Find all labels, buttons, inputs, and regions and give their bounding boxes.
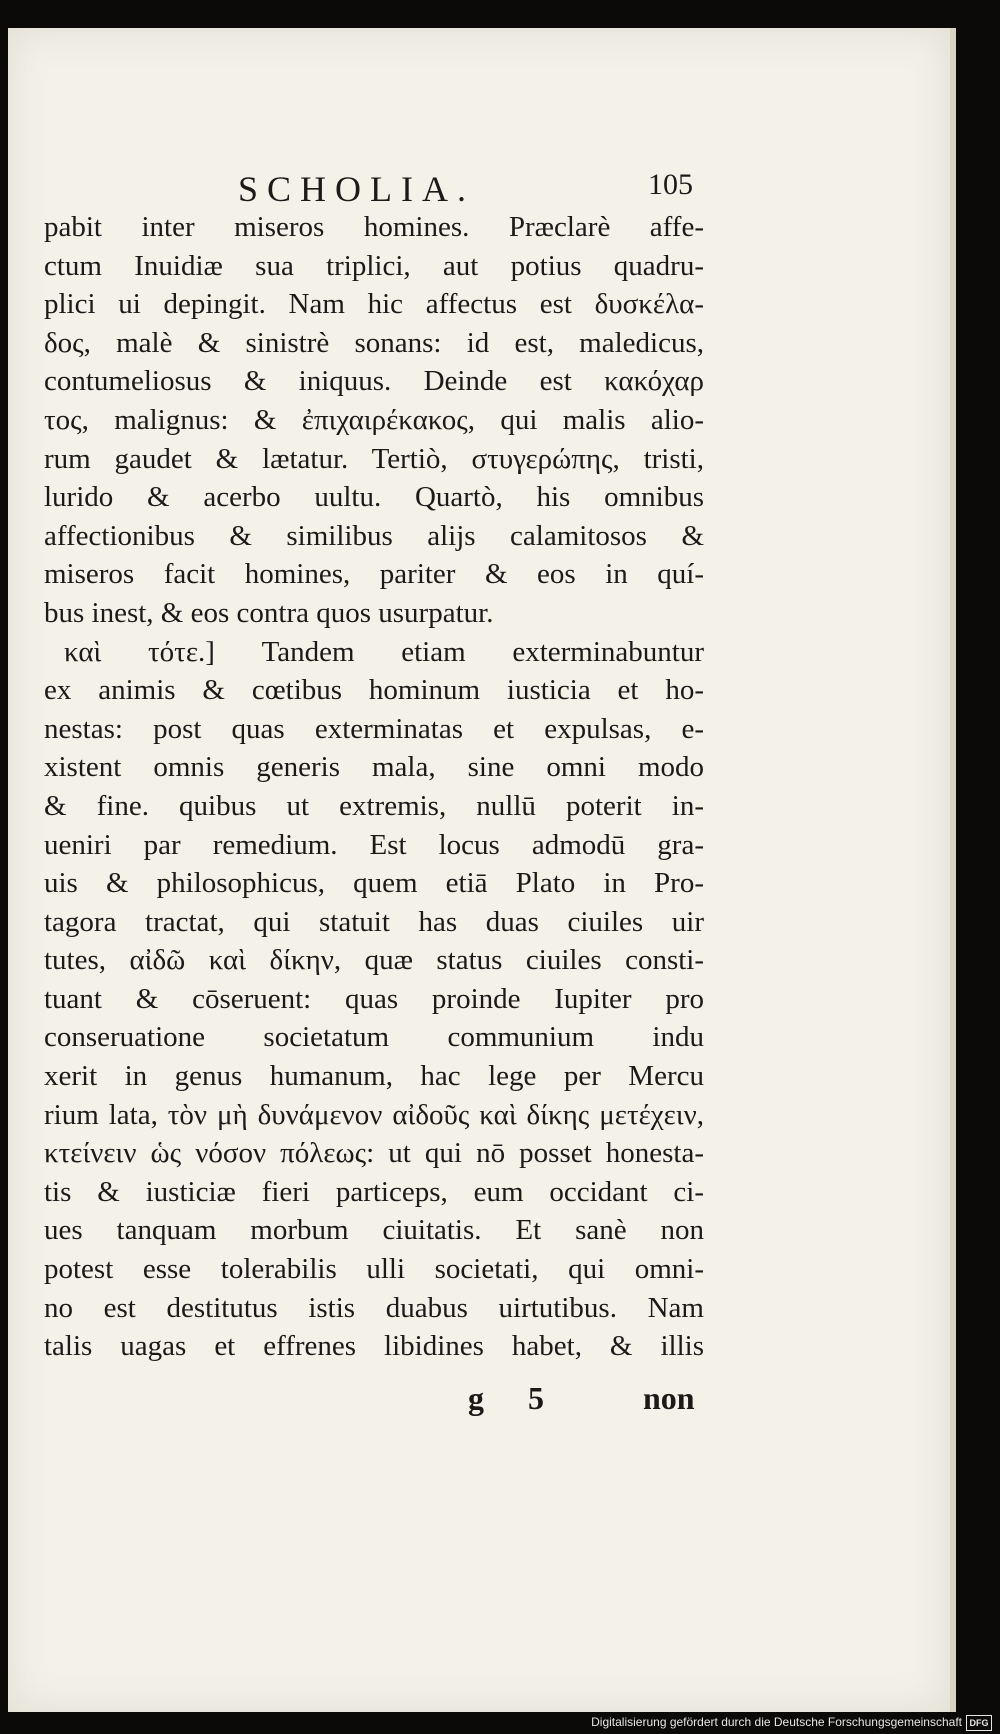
text-line: bus inest, & eos contra quos usurpatur.: [44, 596, 494, 629]
text-line: ueniri par remedium. Est locus admodū gra-: [44, 828, 704, 861]
text-line: & fine. quibus ut extremis, nullū poterit in-: [44, 789, 704, 822]
text-line: nestas: post quas exterminatas et expulsas, e-: [44, 712, 704, 745]
text-line: pabit inter miseros homines. Præclarè affe-: [44, 211, 704, 243]
book-page: [8, 28, 950, 1712]
text-line: tis & iusticiæ fieri particeps, eum occidant ci-: [44, 1175, 704, 1208]
text-line: τος, malignus: & ἐπιχαιρέκακος, qui malis alio-: [44, 403, 704, 436]
text-line: miseros facit homines, pariter & eos in quí-: [44, 558, 704, 591]
body-text: [44, 208, 704, 1366]
text-line: affectionibus & similibus alijs calamitosos &: [44, 519, 704, 552]
text-line: xistent omnis generis mala, sine omni modo: [44, 751, 704, 784]
signature-mark: g: [468, 1380, 484, 1416]
signature-number: 5: [528, 1380, 544, 1416]
text-line: xerit in genus humanum, hac lege per Mercu: [44, 1060, 704, 1093]
text-line: ctum Inuidiæ sua triplici, aut potius quadru-: [44, 249, 704, 282]
footer-bar: [0, 1712, 1000, 1734]
page-number: 105: [648, 168, 693, 201]
text-line: uis & philosophicus, quem etiā Plato in Pro-: [44, 867, 704, 900]
catchword-line: [458, 1380, 708, 1424]
text-line: κτείνειν ὡς νόσον πόλεως: ut qui nō posset honesta-: [44, 1137, 704, 1170]
page-edge: [950, 28, 956, 1712]
text-line: plici ui depingit. Nam hic affectus est δυσκέλα-: [44, 288, 704, 321]
text-line: potest esse tolerabilis ulli societati, qui omni-: [44, 1253, 704, 1286]
text-line: rium lata, τὸν μὴ δυνάμενον αἰδοῦς καὶ δίκης μετέχειν,: [44, 1098, 704, 1131]
running-head: SCHOLIA.: [238, 169, 476, 209]
text-line: contumeliosus & iniquus. Deinde est κακόχαρ: [44, 365, 704, 398]
text-line: talis uagas et effrenes libidines habet, & illis: [44, 1330, 704, 1363]
dfg-logo-icon: DFG: [966, 1715, 992, 1731]
text-line: ues tanquam morbum ciuitatis. Et sanè non: [44, 1214, 704, 1247]
text-line: δος, malè & sinistrè sonans: id est, maledicus,: [44, 326, 704, 359]
text-line: no est destitutus istis duabus uirtutibus. Nam: [44, 1291, 704, 1324]
funding-credit: Digitalisierung gefördert durch die Deutsche Forschungsgemeinschaft: [591, 1715, 962, 1729]
text-line: ex animis & cœtibus hominum iusticia et ho-: [44, 674, 704, 707]
text-line: καὶ τότε.] Tandem etiam exterminabuntur: [64, 635, 704, 668]
text-line: lurido & acerbo uultu. Quartò, his omnibus: [44, 481, 704, 514]
catchword: non: [643, 1380, 695, 1416]
text-line: conseruatione societatum communium indu: [44, 1021, 704, 1054]
text-line: tuant & cōseruent: quas proinde Iupiter pro: [44, 982, 704, 1015]
text-line: rum gaudet & lætatur. Tertiò, στυγερώπης, tristi,: [44, 442, 704, 475]
text-line: tutes, αἰδῶ καὶ δίκην, quæ status ciuiles consti-: [44, 944, 704, 977]
text-line: tagora tractat, qui statuit has duas ciuiles uir: [44, 905, 704, 938]
